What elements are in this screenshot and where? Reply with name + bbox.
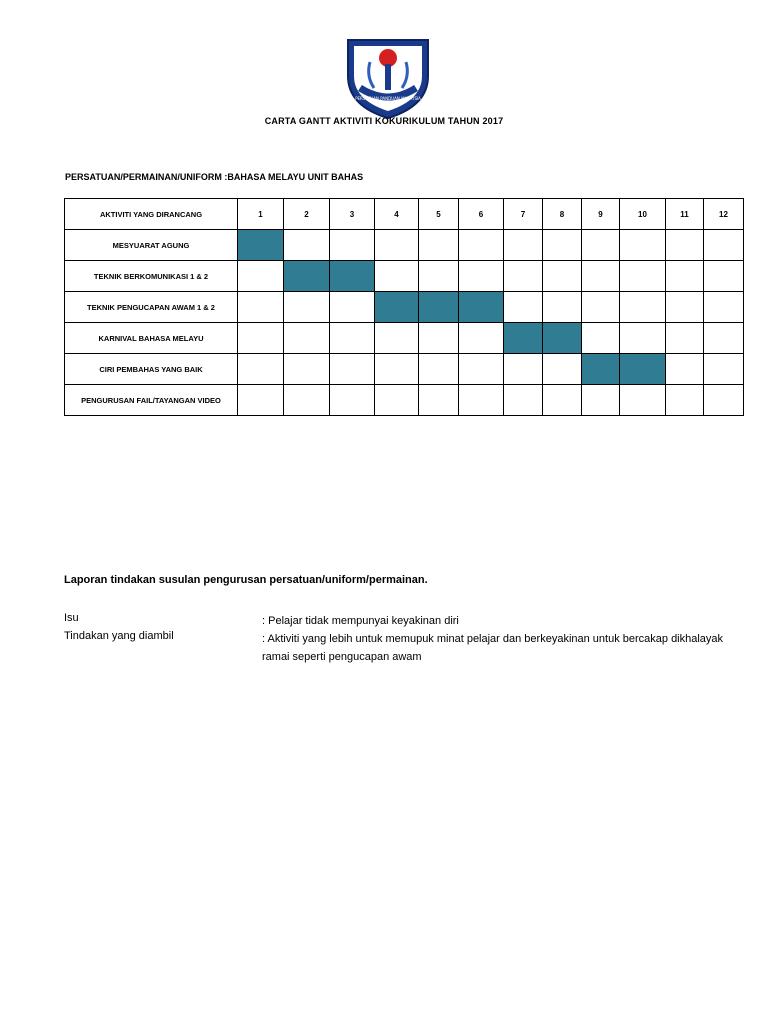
gantt-row [65,230,744,261]
gantt-cell [582,385,620,416]
gantt-cell [666,230,704,261]
gantt-cell [419,354,459,385]
document-subtitle: PERSATUAN/PERMAINAN/UNIFORM :BAHASA MELAYU UNIT BAHAS [65,172,364,182]
gantt-cell [666,261,704,292]
gantt-cell [504,261,543,292]
gantt-cell [666,385,704,416]
gantt-cell [419,323,459,354]
gantt-cell [504,230,543,261]
school-crest-logo [344,36,432,120]
gantt-cell [459,230,504,261]
gantt-header-month: 10 [620,199,666,230]
gantt-cell [504,354,543,385]
gantt-header-month: 2 [284,199,330,230]
gantt-header-month: 9 [582,199,620,230]
gantt-cell [704,323,744,354]
gantt-cell [543,261,582,292]
gantt-cell [704,261,744,292]
gantt-header-month: 11 [666,199,704,230]
gantt-cell [666,354,704,385]
gantt-cell [620,385,666,416]
gantt-bar-cell [620,354,666,385]
gantt-activity-name: TEKNIK PENGUCAPAN AWAM 1 & 2 [65,292,238,323]
gantt-row [65,292,744,323]
gantt-cell [330,230,375,261]
gantt-cell [330,292,375,323]
gantt-cell [284,292,330,323]
gantt-bar-cell [238,230,284,261]
gantt-table [64,198,744,416]
gantt-activity-name: PENGURUSAN FAIL/TAYANGAN VIDEO [65,385,238,416]
gantt-cell [582,230,620,261]
gantt-cell [375,323,419,354]
gantt-row [65,323,744,354]
gantt-cell [238,323,284,354]
gantt-cell [459,385,504,416]
gantt-cell [543,385,582,416]
gantt-cell [704,354,744,385]
gantt-cell [666,292,704,323]
gantt-cell [582,292,620,323]
gantt-cell [620,261,666,292]
gantt-cell [543,230,582,261]
gantt-cell [704,230,744,261]
gantt-cell [284,354,330,385]
document-title: CARTA GANTT AKTIVITI KOKURIKULUM TAHUN 2017 [264,116,504,126]
gantt-row [65,261,744,292]
isu-value: : Pelajar tidak mempunyai keyakinan diri [262,615,459,627]
report-heading: Laporan tindakan susulan pengurusan persatuan/uniform/permainan. [64,574,428,586]
gantt-header-month: 5 [419,199,459,230]
gantt-activity-name: TEKNIK BERKOMUNIKASI 1 & 2 [65,261,238,292]
gantt-cell [620,230,666,261]
gantt-row [65,354,744,385]
gantt-cell [459,354,504,385]
gantt-cell [330,354,375,385]
gantt-cell [238,292,284,323]
gantt-activity-name: CIRI PEMBAHAS YANG BAIK [65,354,238,385]
gantt-activity-name: MESYUARAT AGUNG [65,230,238,261]
gantt-cell [459,261,504,292]
gantt-cell [582,261,620,292]
gantt-bar-cell [419,292,459,323]
gantt-header-month: 6 [459,199,504,230]
gantt-header-month: 8 [543,199,582,230]
tindakan-value: : Aktiviti yang lebih untuk memupuk minat pelajar dan berkeyakinan untuk bercakap dikhalayak ramai seperti pengucapan awam [262,633,724,663]
gantt-cell [543,292,582,323]
gantt-cell [375,354,419,385]
gantt-header-month: 12 [704,199,744,230]
gantt-row [65,385,744,416]
gantt-header-month: 3 [330,199,375,230]
gantt-cell [375,261,419,292]
gantt-cell [330,323,375,354]
gantt-header-row [65,199,744,230]
gantt-cell [504,292,543,323]
gantt-bar-cell [284,261,330,292]
gantt-bar-cell [330,261,375,292]
gantt-cell [620,323,666,354]
gantt-cell [238,385,284,416]
logo-ribbon-text: PERSATUAN PANDUAN MALAYSIA [355,96,421,101]
gantt-cell [419,261,459,292]
gantt-cell [284,323,330,354]
gantt-cell [543,354,582,385]
gantt-header-month: 1 [238,199,284,230]
gantt-cell [704,385,744,416]
gantt-cell [504,385,543,416]
gantt-cell [620,292,666,323]
gantt-cell [419,230,459,261]
gantt-cell [666,323,704,354]
gantt-cell [284,230,330,261]
gantt-header-month: 4 [375,199,419,230]
gantt-cell [704,292,744,323]
isu-label: Isu [64,612,79,624]
gantt-activity-name: KARNIVAL BAHASA MELAYU [65,323,238,354]
gantt-bar-cell [459,292,504,323]
gantt-cell [375,230,419,261]
gantt-header-activity: AKTIVITI YANG DIRANCANG [65,199,238,230]
gantt-cell [582,323,620,354]
gantt-header-month: 7 [504,199,543,230]
gantt-cell [375,385,419,416]
gantt-cell [330,385,375,416]
tindakan-label: Tindakan yang diambil [64,630,174,642]
gantt-bar-cell [582,354,620,385]
gantt-bar-cell [375,292,419,323]
gantt-cell [459,323,504,354]
gantt-cell [238,261,284,292]
gantt-cell [419,385,459,416]
gantt-bar-cell [504,323,543,354]
gantt-cell [284,385,330,416]
gantt-cell [238,354,284,385]
gantt-bar-cell [543,323,582,354]
